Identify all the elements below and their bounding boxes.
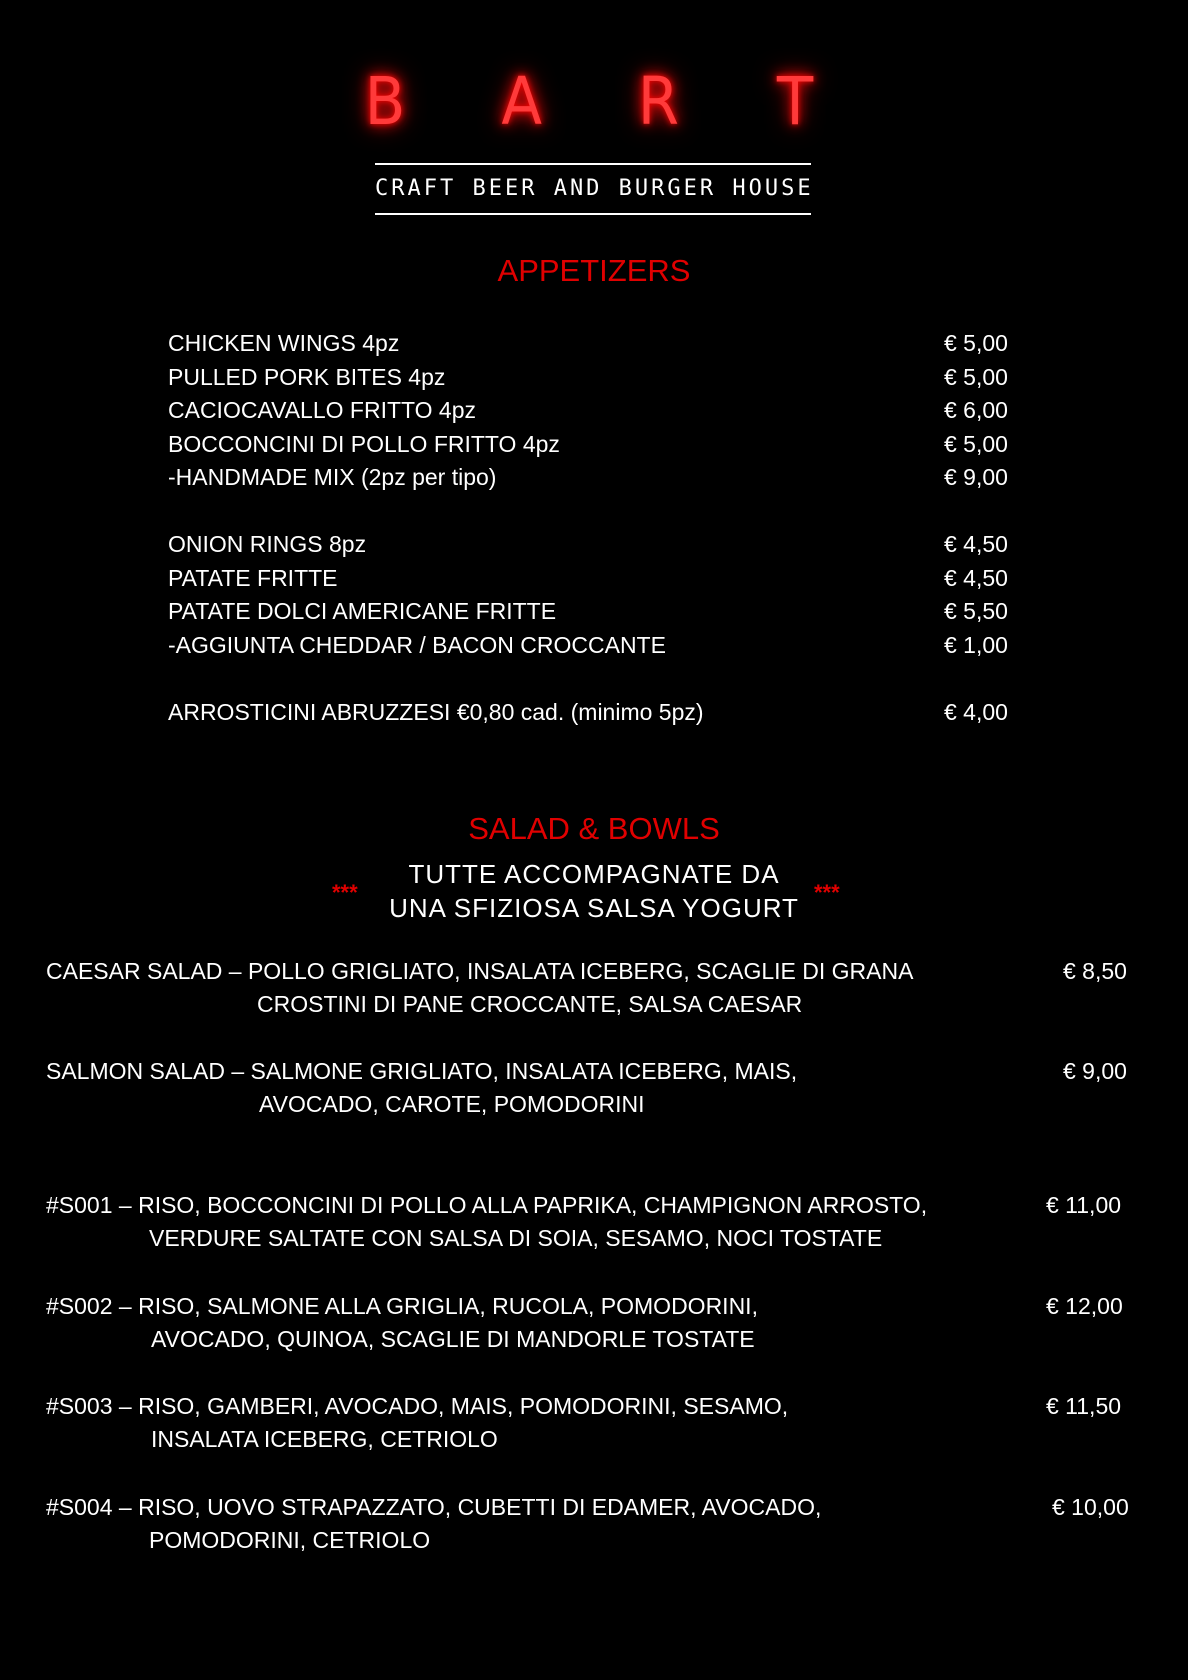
appetizer-price: € 5,50 <box>944 598 1008 624</box>
salad-price: € 9,00 <box>1063 1058 1127 1084</box>
salad-description: CAESAR SALAD – POLLO GRIGLIATO, INSALATA ICEBERG, SCAGLIE DI GRANA <box>46 958 914 984</box>
salad-description-cont: CROSTINI DI PANE CROCCANTE, SALSA CAESAR <box>257 991 803 1017</box>
salad-description: SALMON SALAD – SALMONE GRIGLIATO, INSALATA ICEBERG, MAIS, <box>46 1058 798 1084</box>
logo-letter: B <box>364 63 406 140</box>
appetizer-name: CHICKEN WINGS 4pz <box>168 330 400 356</box>
salad-description-cont: AVOCADO, CAROTE, POMODORINI <box>259 1091 645 1117</box>
appetizers-title: APPETIZERS <box>497 253 691 288</box>
appetizer-price: € 5,00 <box>944 330 1008 356</box>
appetizer-name: ONION RINGS 8pz <box>168 531 367 557</box>
appetizer-price: € 4,50 <box>944 565 1008 591</box>
bowl-price: € 12,00 <box>1046 1293 1123 1319</box>
logo-letter: R <box>637 63 679 140</box>
bowl-description-cont: VERDURE SALTATE CON SALSA DI SOIA, SESAMO, NOCI TOSTATE <box>149 1225 883 1251</box>
tagline: CRAFT BEER AND BURGER HOUSE <box>375 163 811 215</box>
appetizer-name: PATATE FRITTE <box>168 565 338 591</box>
salad-price: € 8,50 <box>1063 958 1127 984</box>
appetizer-name: PATATE DOLCI AMERICANE FRITTE <box>168 598 557 624</box>
appetizer-price: € 4,00 <box>944 699 1008 725</box>
appetizer-name: CACIOCAVALLO FRITTO 4pz <box>168 397 477 423</box>
appetizer-price: € 9,00 <box>944 464 1008 490</box>
appetizer-name: BOCCONCINI DI POLLO FRITTO 4pz <box>168 431 560 457</box>
appetizer-price: € 1,00 <box>944 632 1008 658</box>
bowl-description: #S001 – RISO, BOCCONCINI DI POLLO ALLA PAPRIKA, CHAMPIGNON ARROSTO, <box>46 1192 928 1218</box>
appetizer-name: -AGGIUNTA CHEDDAR / BACON CROCCANTE <box>168 632 666 658</box>
bowl-price: € 10,00 <box>1052 1494 1129 1520</box>
appetizer-name: ARROSTICINI ABRUZZESI €0,80 cad. (minimo 5pz) <box>168 699 704 725</box>
appetizer-name: PULLED PORK BITES 4pz <box>168 364 446 390</box>
appetizer-price: € 6,00 <box>944 397 1008 423</box>
bowl-description-cont: AVOCADO, QUINOA, SCAGLIE DI MANDORLE TOSTATE <box>151 1326 755 1352</box>
bowl-description-cont: INSALATA ICEBERG, CETRIOLO <box>151 1426 498 1452</box>
logo-letter: T <box>776 63 814 140</box>
salads-note-line1: TUTTE ACCOMPAGNATE DA <box>408 859 780 889</box>
bowl-description: #S002 – RISO, SALMONE ALLA GRIGLIA, RUCOLA, POMODORINI, <box>46 1293 758 1319</box>
appetizer-price: € 5,00 <box>944 431 1008 457</box>
bowl-price: € 11,00 <box>1046 1192 1122 1218</box>
bowl-description: #S003 – RISO, GAMBERI, AVOCADO, MAIS, POMODORINI, SESAMO, <box>46 1393 789 1419</box>
salads-title: SALAD & BOWLS <box>468 811 720 846</box>
appetizer-price: € 4,50 <box>944 531 1008 557</box>
bart-logo <box>360 62 820 142</box>
bowl-price: € 11,50 <box>1046 1393 1122 1419</box>
bowl-description: #S004 – RISO, UOVO STRAPAZZATO, CUBETTI DI EDAMER, AVOCADO, <box>46 1494 822 1520</box>
note-stars-right: *** <box>814 880 840 905</box>
appetizer-name: -HANDMADE MIX (2pz per tipo) <box>168 464 497 490</box>
bowl-description-cont: POMODORINI, CETRIOLO <box>149 1527 431 1553</box>
salads-note-line2: UNA SFIZIOSA SALSA YOGURT <box>389 893 799 923</box>
note-stars-left: *** <box>332 880 358 905</box>
appetizer-price: € 5,00 <box>944 364 1008 390</box>
logo-letter: A <box>501 63 542 140</box>
